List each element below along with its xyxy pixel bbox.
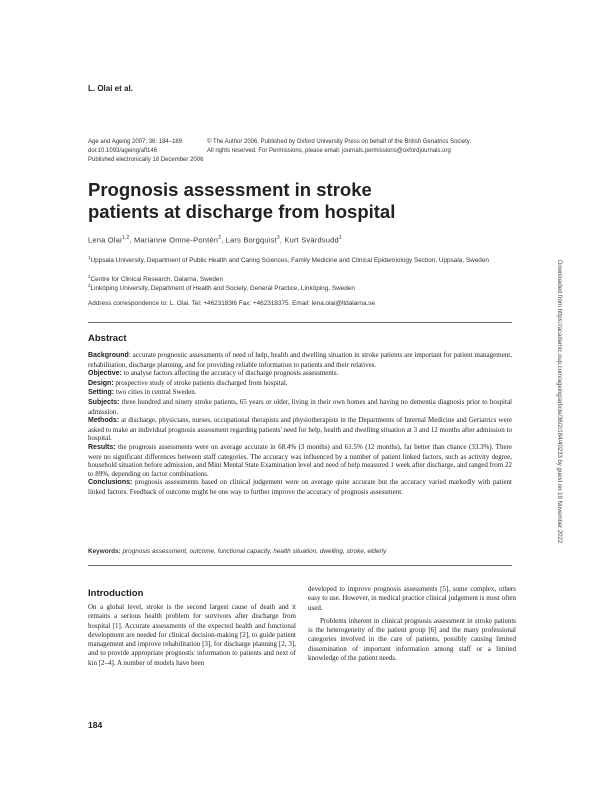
download-notice: Downloaded from https://academic.oup.com/ageing/article/36/2/184/40233 by guest on 19 November 2022 [556, 260, 562, 544]
abstract-section-text: at discharge, physicians, nurses, occupational therapists and physiotherapists in the Departments of Internal Medicine and Geriatrics were asked to make an individual prognosis assessment regarding patients' need for help, health and dwelling situation at 3 and 12 months after admission to hospital. [88, 416, 512, 443]
author-affiliation-marker: 2 [218, 235, 222, 241]
page-number: 184 [88, 720, 103, 730]
abstract-section-text: to analyse factors affecting the accuracy of discharge prognosis assessments. [121, 369, 339, 378]
affiliation-marker: 3 [88, 283, 91, 288]
author-separator: , [129, 235, 135, 245]
author-affiliation-marker: 1 [338, 235, 342, 241]
published-line: Published electronically 18 December 2006 [88, 157, 204, 163]
keywords [88, 548, 512, 555]
abstract-section-label: Design: [88, 379, 114, 387]
affiliation-marker: 2 [88, 274, 91, 279]
author-name: Lena Olai [88, 235, 122, 245]
abstract-top-rule [88, 322, 512, 323]
affiliation-3 [88, 281, 508, 293]
doi-line: doi:10.1093/ageing/afl146 [88, 148, 158, 154]
abstract-section-label: Subjects: [88, 398, 120, 406]
abstract-section [88, 398, 512, 416]
copyright-line: © The Author 2006. Published by Oxford University Press on behalf of the British Geriatrics Society. [207, 139, 471, 145]
abstract-section-label: Background [88, 352, 129, 359]
abstract-section [88, 388, 512, 398]
article-title: Prognosis assessment in stroke patients at discharge from hospital [88, 179, 396, 222]
correspondence-address: Address correspondence to: L. Olai. Tel: +4623183l6 Fax: +462318375. Email: lena.olai@ltdalarna.se [88, 300, 376, 307]
author-list [88, 235, 342, 245]
author-separator: , [221, 235, 226, 245]
abstract-section-text: two cities in central Sweden. [114, 388, 197, 397]
intro-paragraph: developed to improve prognosis assessments [5], some complex, others easy to use. However, in medical practice clinical judgement is most often used. [308, 585, 516, 612]
abstract-section-label: Results: [88, 443, 116, 451]
abstract-section [88, 478, 512, 496]
abstract-heading: Abstract [88, 333, 127, 344]
affiliation-1 [88, 253, 508, 265]
affiliation-marker: 1 [88, 255, 91, 260]
abstract-section [88, 351, 512, 369]
abstract-section [88, 369, 512, 379]
keywords-list: prognosis assessment, outcome, functional capacity, health situation, dwelling, stroke, elderly [122, 548, 387, 555]
abstract-section [88, 416, 512, 443]
abstract-section [88, 443, 512, 478]
citation-line: Age and Ageing 2007; 36: 184–189 [88, 139, 183, 145]
introduction-column-right [308, 585, 516, 663]
abstract-section-text: : accurate prognostic assessments of need of help, health and dwelling situation in stroke patients are important for patient management, rehabilitation, discharge planning, and for providing reliable information to patients and their relatives. [88, 351, 512, 369]
running-head: L. Olai et al. [88, 84, 133, 93]
author-name: Lars Borgquist [225, 235, 277, 245]
introduction-heading: Introduction [88, 588, 144, 599]
journal-citation [88, 138, 203, 165]
author-name: Marianne Omne-Pontén [134, 235, 219, 245]
author-affiliation-marker: 1,2 [121, 235, 130, 241]
permissions-line: All rights reserved. For Permissions, please email: journals.permissions@oxfordjournals.org [207, 148, 451, 154]
abstract-section-label: Setting: [88, 389, 115, 397]
abstract-section-text: the prognosis assessments were on average accurate in 68.4% (3 months) and 61.5% (12 months), far better than chance (33.3%). There were no significant differences between staff categories. The accuracy was influenced by a number of patient linked factors, such as activity degree, household situation before admission, and Mini Mental State Examination level and need of help measured 1 week after discharge, and ranged from 22 to 89%, depending on factor combinations. [88, 442, 512, 478]
affiliation-text: Centre for Clinical Research, Dalarna, Sweden [90, 276, 224, 284]
abstract-section-text: prospective study of stroke patients discharged from hospital. [113, 378, 288, 387]
abstract-body [88, 351, 512, 497]
abstract-section-label: Objective: [88, 370, 122, 378]
introduction-column-left [88, 603, 296, 668]
abstract-bottom-rule [88, 565, 512, 566]
author-name: Kurt Svärdsudd [284, 235, 339, 245]
author-affiliation-marker: 3 [276, 235, 280, 241]
intro-paragraph: On a global level, stroke is the second largest cause of death and it remains a serious health problem for survivors after discharge from hospital [1]. Accurate assessments of the expected health and functional development are needed for clinical decision-making [2], to guide patient management and improve rehabilitation [3], for discharge planning [2, 3], and to provide appropriate prognostic information to patients and next of kin [2–4]. A number of models have been [88, 603, 296, 667]
affiliation-text: Linköping University, Department of Health and Society, General Practice, Linköping, Sweden [90, 285, 355, 293]
abstract-section-label: Methods: [88, 417, 120, 425]
affiliation-text: Uppsala University, Department of Public Health and Caring Sciences, Family Medicine and Clinical Epidemiology Section, Uppsala, Sweden [90, 257, 489, 265]
author-separator: , [279, 235, 285, 245]
abstract-section-label: Conclusions: [88, 479, 133, 487]
copyright-notice [207, 138, 471, 156]
abstract-section [88, 379, 512, 389]
keywords-label: Keywords: [88, 548, 121, 555]
abstract-section-text: prognosis assessments based on clinical judgement were on average quite accurate but the accuracy varied markedly with patient linked factors. Feedback of outcome might be one way to further improve the accuracy of prognosis assessment. [88, 478, 512, 496]
abstract-section-text: three hundred and ninety stroke patients, 65 years or older, living in their own homes and having no dementia diagnosis prior to hospital admission. [88, 397, 512, 416]
intro-paragraph: Problems inherent in clinical prognosis assessment in stroke patients is the heterogeneity of the patient group [6] and the many professional categories involved in the care of patients, possibly causing limited dissemination of important information among staff or a limited knowledge of the patient needs. [308, 616, 516, 663]
